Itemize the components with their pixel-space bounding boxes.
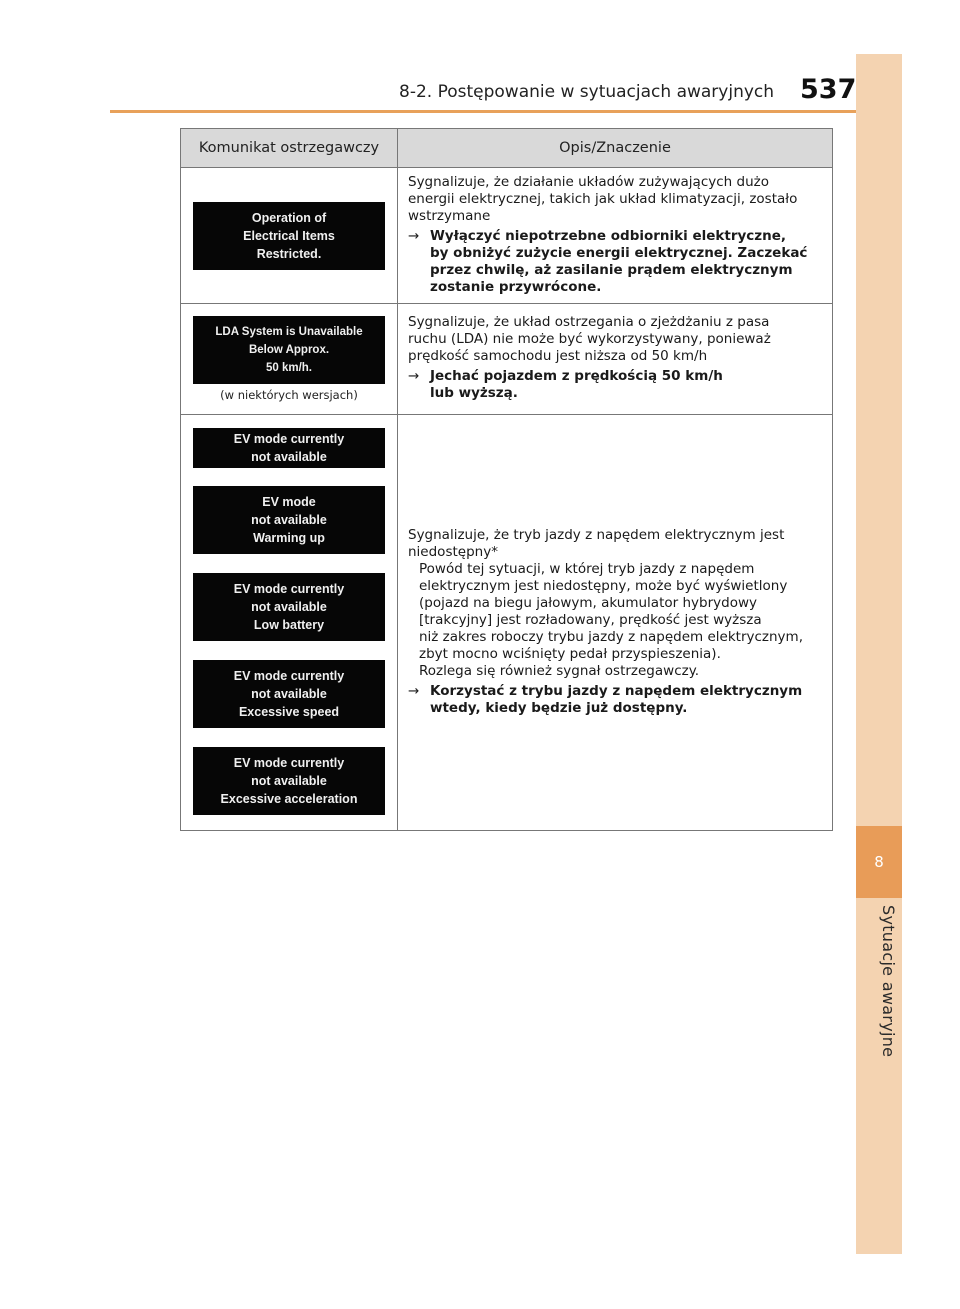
table-header-row — [181, 129, 833, 168]
page-number: 537 — [800, 74, 857, 105]
display-line: Excessive speed — [238, 705, 340, 719]
note-line: zbyt mocno wciśnięty pedał przyspieszenia). — [419, 645, 721, 662]
warning-display — [193, 202, 385, 270]
note-line: elektrycznym jest niedostępny, może być wyświetlony — [419, 577, 788, 594]
display-line: not available — [251, 600, 327, 614]
message-cell — [181, 415, 398, 831]
section-title: 8-2. Postępowanie w sytuacjach awaryjnych — [399, 82, 775, 102]
warning-display — [193, 573, 385, 641]
action-line: by obniżyć zużycie energii elektrycznej. Zaczekać — [430, 244, 808, 261]
chapter-label: Sytuacje awaryjne — [879, 905, 898, 1058]
action-line: Wyłączyć niepotrzebne odbiorniki elektryczne, — [430, 227, 787, 244]
description-cell — [398, 304, 833, 415]
action-line: Jechać pojazdem z prędkością 50 km/h — [430, 368, 723, 384]
display-line: not available — [251, 687, 327, 701]
action-instruction — [408, 368, 824, 402]
description-line: niedostępny* — [408, 543, 498, 560]
display-line: Restricted. — [256, 246, 322, 261]
warning-message-table — [180, 128, 833, 831]
display-line: not available — [251, 450, 327, 464]
display-line: EV mode currently — [233, 756, 345, 770]
action-instruction — [408, 228, 824, 296]
display-line: 50 km/h. — [265, 362, 313, 374]
display-line: EV mode currently — [233, 432, 345, 446]
chapter-number-tab[interactable] — [856, 826, 902, 898]
description-line: energii elektrycznej, takich jak układ klimatyzacji, zostało — [408, 190, 798, 207]
warning-display — [193, 428, 385, 468]
action-line: przez chwilę, aż zasilanie prądem elektrycznym — [430, 261, 793, 278]
header-description: Opis/Znaczenie — [398, 129, 833, 168]
header-divider — [110, 110, 856, 113]
display-line: EV mode currently — [233, 669, 345, 683]
description-line: wstrzymane — [408, 207, 491, 224]
display-line: not available — [251, 774, 327, 788]
description-line: Sygnalizuje, że działanie układów zużywających dużo — [408, 173, 769, 190]
display-line: LDA System is Unavailable — [215, 326, 363, 338]
description-line: prędkość samochodu jest niższa od 50 km/h — [408, 348, 708, 364]
note-line: (pojazd na biegu jałowym, akumulator hybrydowy — [419, 594, 757, 611]
note-line: [trakcyjny] jest rozładowany, prędkość jest wyższa — [419, 611, 762, 628]
table-row — [181, 415, 833, 831]
description-line: ruchu (LDA) nie może być wykorzystywany, ponieważ — [408, 331, 771, 347]
table-row — [181, 304, 833, 415]
header-message: Komunikat ostrzegawczy — [181, 129, 398, 168]
display-line: EV mode currently — [233, 582, 345, 596]
display-line: Warming up — [253, 531, 325, 545]
action-line: lub wyższą. — [430, 385, 518, 401]
description-line: Sygnalizuje, że układ ostrzegania o zjeżdżaniu z pasa — [408, 314, 770, 330]
note-line: niż zakres roboczy trybu jazdy z napędem elektrycznym, — [419, 628, 803, 645]
note-line: Rozlega się również sygnał ostrzegawczy. — [419, 662, 700, 679]
display-line: Electrical Items — [243, 228, 335, 243]
version-caption: (w niektórych wersjach) — [220, 388, 358, 402]
arrow-icon: → — [408, 682, 420, 699]
message-cell — [181, 168, 398, 304]
warning-display — [193, 486, 385, 554]
display-line: Below Approx. — [248, 344, 330, 356]
display-line: Operation of — [251, 210, 327, 225]
note-line: Powód tej sytuacji, w której tryb jazdy z napędem — [419, 560, 755, 577]
message-cell — [181, 304, 398, 415]
action-line: zostanie przywrócone. — [430, 278, 602, 295]
action-line: wtedy, kiedy będzie już dostępny. — [430, 699, 688, 716]
chapter-number: 8 — [874, 853, 884, 871]
description-cell — [398, 168, 833, 304]
display-line: Low battery — [253, 618, 325, 632]
note-block — [408, 561, 824, 680]
warning-display — [193, 316, 385, 384]
warning-display — [193, 660, 385, 728]
warning-display — [193, 747, 385, 815]
description-line: Sygnalizuje, że tryb jazdy z napędem elektrycznym jest — [408, 526, 785, 543]
table-row — [181, 168, 833, 304]
action-instruction — [408, 683, 824, 717]
side-tab-strip — [856, 54, 902, 1254]
display-line: not available — [251, 513, 327, 527]
arrow-icon: → — [408, 368, 420, 384]
display-line: EV mode — [262, 495, 316, 509]
action-line: Korzystać z trybu jazdy z napędem elektrycznym — [430, 682, 803, 699]
arrow-icon: → — [408, 227, 420, 244]
display-line: Excessive acceleration — [220, 792, 358, 806]
description-cell — [398, 415, 833, 831]
